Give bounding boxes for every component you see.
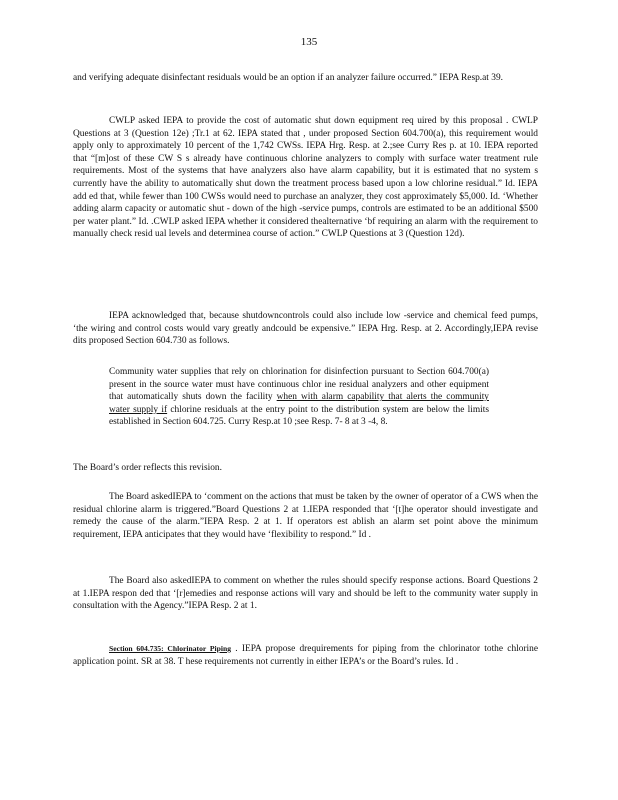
quote-text-underlined: when with alarm capability that alerts the community water supply if: [109, 392, 489, 415]
quote-text-part-2: chlorine residuals at the entry point to the distribution system are below the limits established in Section 604.725. Curry Resp.at 10 ;see Resp. 7- 8 at 3 -4, 8.: [109, 404, 489, 428]
paragraph-board-asked-response: The Board also askedIEPA to comment on whether the rules should specify response actions. Board Questions 2 at 1.IEPA respon ded that ‘[r]emedies and response actions will vary and should be left to the community water supply in consultation with the Agency.”IEPA Resp. 2 at 1.: [73, 576, 538, 612]
section-heading: Section 604.735: Chlorinator Piping: [109, 644, 232, 653]
quote-text-part-1: Community water supplies that rely on chlorination for disinfection pursuant to Section 604.700(a) present in the source water must have continuous chlor ine residual analyzers and other equipment that automatically shuts down the facility: [109, 367, 489, 403]
block-quote-rule-text: [109, 366, 489, 429]
paragraph-board-asked-alarm: The Board askedIEPA to ‘comment on the actions that must be taken by the owner of operator of a CWS when the residual chlorine alarm is triggered.”Board Questions 2 at 1.IEPA responded that ‘[t]he operator should investigate and remedy the cause of the alarm.”IEPA Resp. 2 at 1. If operators est ablish an alarm set point above the minimum requirement, IEPA anticipates that they would have ‘flexibility to respond.” Id .: [73, 492, 538, 540]
paragraph-section-604-735: [73, 643, 538, 668]
page-number: 135: [300, 36, 318, 48]
paragraph-cwlp-cost: CWLP asked IEPA to provide the cost of automatic shut down equipment req uired by this proposal . CWLP Questions at 3 (Question 12e) ;Tr.1 at 62. IEPA stated that , under proposed Section 604.700(a), this requirement would apply only to approximately 10 percent of the 1,742 CWSs. IEPA Hrg. Resp. at 2.;see Curry Res p. at 10. IEPA reported that “[m]ost of these CW S s already have continuous chlorine analyzers to comply with surface water treatment rule requirements. Most of the systems that have analyzers also have alarm capability, but it is estimated that no system s currently have the ability to automatically shut down the treatment process based upon a low chlorine residual.” Id. IEPA add ed that, while fewer than 100 CWSs would need to purchase an analyzer, they cost approximately $5,000. Id. ‘Whether adding alarm capacity or automatic shut - down of the high -service pumps, controls are estimated to be an additional $500 per water plant.” Id. .CWLP asked IEPA whether it considered thealternative ‘bf requiring an alarm with the requirement to manually check resid ual levels and determinea course of action.” CWLP Questions at 3 (Question 12d).: [73, 116, 538, 240]
paragraph-continuation: and verifying adequate disinfectant residuals would be an option if an analyzer failure occurred.” IEPA Resp.at 39.: [73, 73, 503, 83]
paragraph-board-order: The Board’s order reflects this revision.: [73, 463, 222, 473]
section-body: . IEPA propose drequirements for piping from the chlorinator tothe chlorine application point. SR at 38. T hese requirements not currently in either IEPA’s or the Board’s rules. Id .: [73, 644, 538, 667]
paragraph-iepa-acknowledged: IEPA acknowledged that, because shutdowncontrols could also include low -service and chemical feed pumps, ‘the wiring and control costs would vary greatly andcould be expensive.” IEPA Hrg. Resp. at 2. Accordingly,IEPA revise dits proposed Section 604.730 as follows.: [73, 311, 538, 347]
